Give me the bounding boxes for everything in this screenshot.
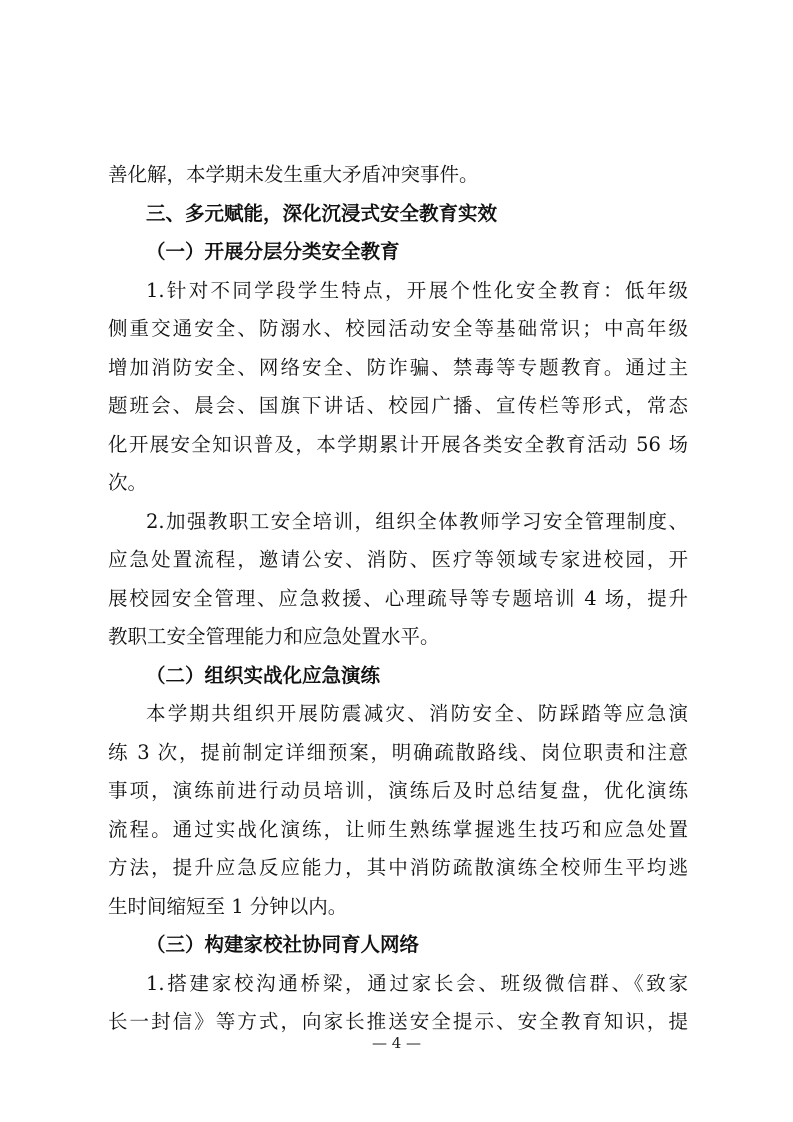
body-text-line: 1.针对不同学段学生特点，开展个性化安全教育：低年级 xyxy=(146,279,688,302)
subsection-heading: （二）组织实战化应急演练 xyxy=(146,664,381,687)
body-text-line: 方法，提升应急反应能力，其中消防疏散演练全校师生平均逃 xyxy=(108,856,688,879)
body-text-line: 增加消防安全、网络安全、防诈骗、禁毒等专题教育。通过主 xyxy=(108,356,688,379)
body-text-line: 次。 xyxy=(108,471,148,494)
body-text-line: 侧重交通安全、防溺水、校园活动安全等基础常识；中高年级 xyxy=(108,317,688,340)
body-text-line: 练 3 次，提前制定详细预案，明确疏散路线、岗位职责和注意 xyxy=(108,741,688,764)
subsection-heading: （三）构建家校社协同育人网络 xyxy=(146,933,420,956)
body-text-line: 事项，演练前进行动员培训，演练后及时总结复盘，优化演练 xyxy=(108,779,688,802)
body-text-line: 2.加强教职工安全培训，组织全体教师学习安全管理制度、 xyxy=(146,510,688,533)
body-text-line: 本学期共组织开展防震减灾、消防安全、防踩踏等应急演 xyxy=(146,702,688,725)
body-text-line: 1.搭建家校沟通桥梁，通过家长会、班级微信群、《致家 xyxy=(146,972,688,995)
body-text-line: 教职工安全管理能力和应急处置水平。 xyxy=(108,625,440,648)
body-text-line: 长一封信》等方式，向家长推送安全提示、安全教育知识，提 xyxy=(108,1010,688,1033)
body-text-line: 善化解，本学期未发生重大矛盾冲突事件。 xyxy=(108,163,479,186)
subsection-heading: （一）开展分层分类安全教育 xyxy=(146,240,400,263)
body-text-line: 生时间缩短至 1 分钟以内。 xyxy=(108,895,348,918)
body-text-line: 化开展安全知识普及，本学期累计开展各类安全教育活动 56 场 xyxy=(108,433,688,456)
page-number: — 4 — xyxy=(371,1034,422,1052)
body-text-line: 展校园安全管理、应急救援、心理疏导等专题培训 4 场，提升 xyxy=(108,587,688,610)
body-text-line: 题班会、晨会、国旗下讲话、校园广播、宣传栏等形式，常态 xyxy=(108,394,688,417)
body-text-line: 流程。通过实战化演练，让师生熟练掌握逃生技巧和应急处置 xyxy=(108,818,688,841)
body-text-line: 应急处置流程，邀请公安、消防、医疗等领域专家进校园，开 xyxy=(108,548,688,571)
section-heading: 三、多元赋能，深化沉浸式安全教育实效 xyxy=(146,202,498,225)
